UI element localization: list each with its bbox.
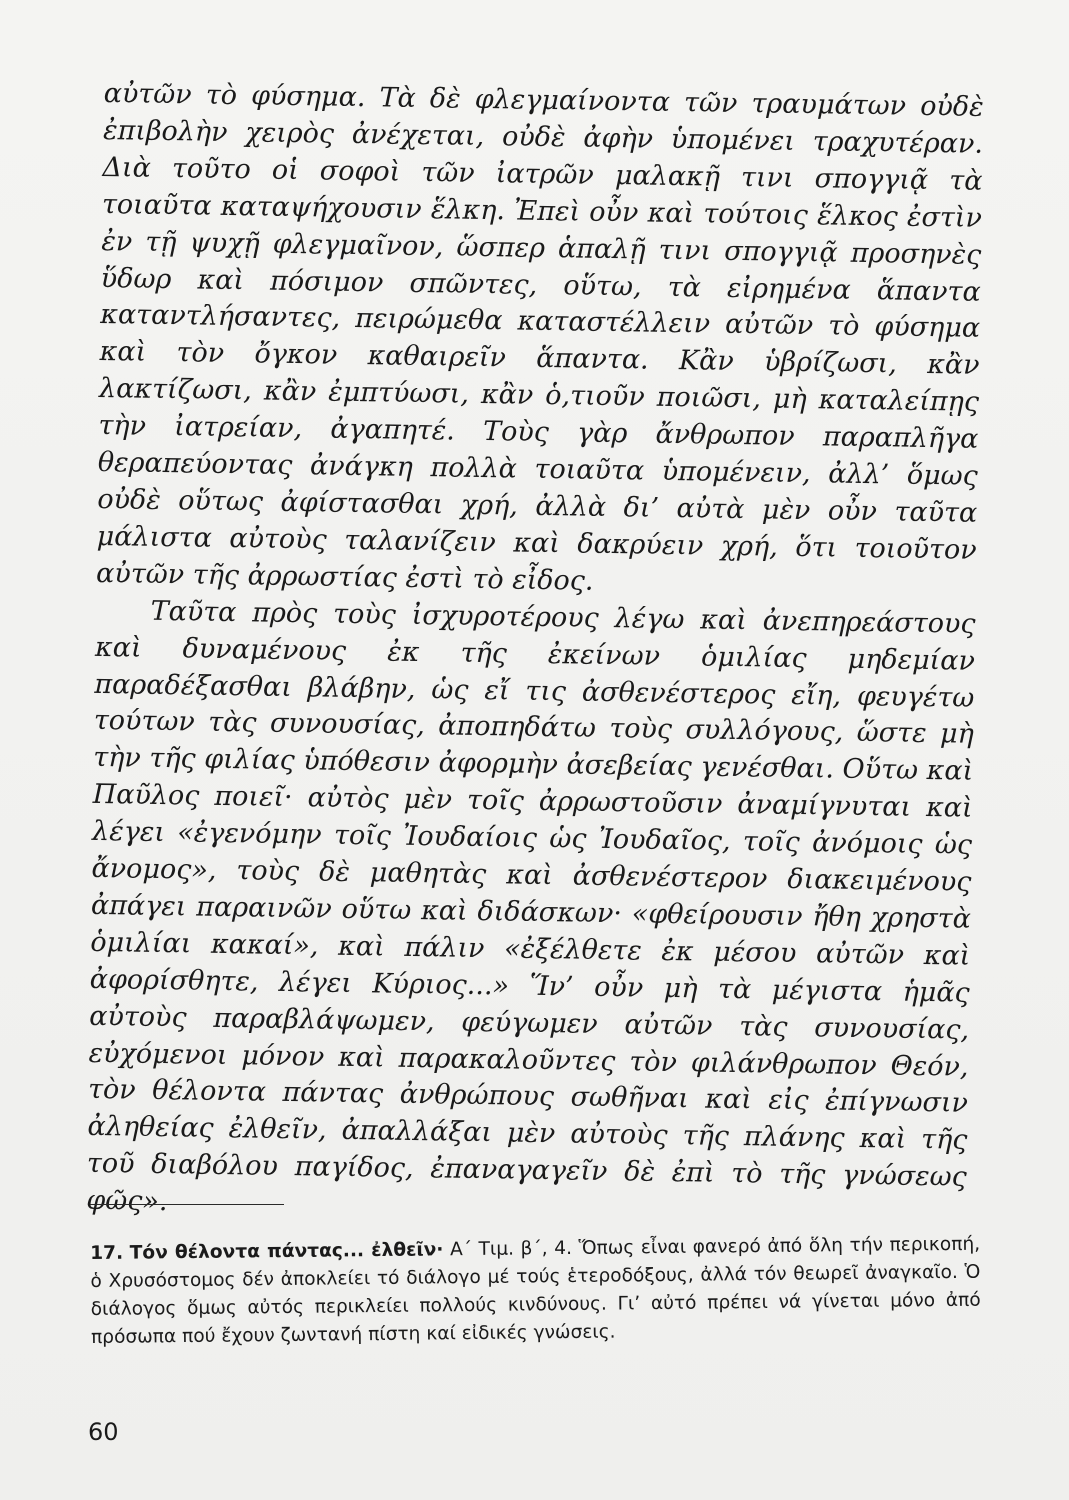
paragraph-2: Ταῦτα πρὸς τοὺς ἰσχυροτέρους λέγω καὶ ἀνεπηρεάστους καὶ δυναμένους ἐκ τῆς ἐκείνων ὁμιλίας μηδεμίαν παραδέξασθαι βλάβην, ὡς εἴ τις ἀσθενέστερος εἴη, φευγέτω τούτων τὰς συνουσίας, ἀποπηδάτω τοὺς συλλόγους, ὥστε μὴ τὴν τῆς φιλίας ὑπόθεσιν ἀφορμὴν ἀσεβείας γενέσθαι. Οὕτω καὶ Παῦλος ποιεῖ· αὐτὸς μὲν τοῖς ἀρρωστοῦσιν ἀναμίγνυται καὶ λέγει «ἐγενόμην τοῖς Ἰουδαίοις ὡς Ἰουδαῖος, τοῖς ἀνόμοις ὡς ἄνομος», τοὺς δὲ μαθητὰς καὶ ἀσθενέστερον διακειμένους ἀπάγει παραινῶν οὕτω καὶ διδάσκων· «φθείρουσιν ἤθη χρηστὰ ὁμιλίαι κακαί», καὶ πάλιν «ἐξέλθετε ἐκ μέσου αὐτῶν καὶ ἀφορίσθητε, λέγει Κύριος...» Ἵν’ οὖν μὴ τὰ μέγιστα ἡμᾶς αὐτοὺς παραβλάψωμεν, φεύγωμεν αὐτῶν τὰς συνουσίας, εὐχόμενοι μόνον καὶ παρακαλοῦντες τὸν φιλάνθρωπον Θεόν, τὸν θέλοντα πάντας ἀνθρώπους σωθῆναι καὶ εἰς ἐπίγνωσιν ἀληθείας ἐλθεῖν, ἀπαλλάξαι μὲν αὐτοὺς τῆς πλάνης καὶ τῆς τοῦ διαβόλου παγίδος, ἐπαναγαγεῖν δὲ ἐπὶ τὸ τῆς γνώσεως φῶς».: [86, 595, 976, 1218]
paragraph-1: αὐτῶν τὸ φύσημα. Τὰ δὲ φλεγμαίνοντα τῶν τραυμάτων οὐδὲ ἐπιβολὴν χειρὸς ἀνέχεται, οὐδὲ ἀφὴν ὑπομένει τραχυτέραν. Διὰ τοῦτο οἱ σοφοὶ τῶν ἰατρῶν μαλακῇ τινι σπογγιᾷ τὰ τοιαῦτα καταψήχουσιν ἕλκη. Ἐπεὶ οὖν καὶ τούτοις ἕλκος ἐστὶν ἐν τῇ ψυχῇ φλεγμαῖνον, ὥσπερ ἁπαλῇ τινι σπογγιᾷ προσηνὲς ὕδωρ καὶ πόσιμον σπῶντες, οὕτω, τὰ εἰρημένα ἅπαντα καταντλήσαντες, πειρώμεθα καταστέλλειν αὐτῶν τὸ φύσημα καὶ τὸν ὄγκον καθαιρεῖν ἅπαντα. Κἂν ὑβρίζωσι, κἂν λακτίζωσι, κἂν ἐμπτύωσι, κἂν ὁ,τιοῦν ποιῶσι, μὴ καταλείπῃς τὴν ἰατρείαν, ἀγαπητέ. Τοὺς γὰρ ἄνθρωπον παραπλῆγα θεραπεύοντας ἀνάγκη πολλὰ τοιαῦτα ὑπομένειν, ἀλλ’ ὅμως οὐδὲ οὕτως ἀφίστασθαι χρή, ἀλλὰ δι’ αὐτὰ μὲν οὖν ταῦτα μάλιστα αὐτοὺς ταλανίζειν καὶ δακρύειν χρή, ὅτι τοιοῦτον αὐτῶν τῆς ἀρρωστίας ἐστὶ τὸ εἶδος.: [95, 77, 984, 597]
footnote-lemma: Τόν θέλοντα πάντας... ἐλθεῖν·: [129, 1239, 444, 1264]
page-number: 60: [88, 1418, 119, 1446]
footnote-separator: [90, 1204, 284, 1205]
main-text-block: [86, 76, 984, 1234]
footnote-number: 17.: [90, 1242, 124, 1264]
footnote: [90, 1231, 981, 1352]
footnote-text: Α΄ Τιμ. β΄, 4. Ὅπως εἶναι φανερό ἀπό ὅλη τήν περικοπή, ὁ Χρυσόστομος δέν ἀποκλείει τό διάλογο μέ τούς ἑτεροδόξους, ἀλλά τόν θεωρεῖ ἀναγκαῖο. Ὁ διάλογος ὅμως αὐτός περικλείει πολλούς κινδύνους. Γι’ αὐτό πρέπει νά γίνεται μόνο ἀπό πρόσωπα πού ἔχουν ζωντανή πίστη καί εἰδικές γνώσεις.: [90, 1233, 981, 1348]
